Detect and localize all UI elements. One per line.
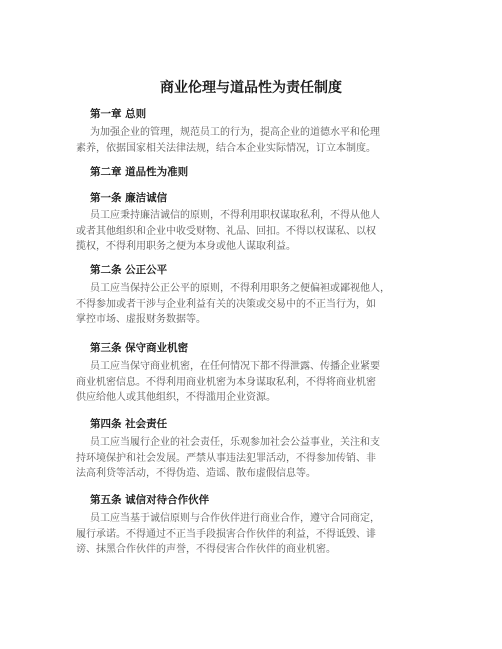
paragraph-line: 持环境保护和社会发展。严禁从事违法犯罪活动，不得参加传销、非 [76,452,376,464]
paragraph-line: 员工应秉持廉洁诚信的原则，不得利用职权谋取私利，不得从他人 [90,210,380,221]
paragraph-line: 员工应当基于诚信原则与合作伙伴进行商业合作，遵守合同商定， [90,513,380,524]
paragraph-line: 供应给他人或其他组织，不得滥用企业资源。 [76,392,276,403]
paragraph-line: 履行承诺。不得通过不正当手段损害合作伙伴的利益，不得诋毁、诽 [76,528,376,540]
chapter-heading-conduct: 第二章 道品性为准则 [90,166,189,178]
article-heading-social-responsibility: 第四条 社会责任 [90,418,168,430]
paragraph-integrity [76,208,380,255]
document-title: 商业伦理与道品性为责任制度 [160,80,342,96]
paragraph-line: 不得参加或者干涉与企业利益有关的决策或交易中的不正当行为，如 [76,298,376,310]
paragraph-line: 员工应当保持公正公平的原则，不得利用职务之便偏袒或鄙视他人， [90,283,390,294]
paragraph-fairness [76,281,390,328]
article-heading-fairness: 第二条 公正公平 [90,264,168,276]
paragraph-line: 法高利贷等活动，不得伪造、造谣、散布虚假信息等。 [76,468,316,479]
paragraph-line: 揽权，不得利用职务之便为本身或他人谋取利益。 [76,241,296,252]
paragraph-confidentiality [76,359,380,406]
paragraph-line: 员工应当保守商业机密，在任何情况下都不得泄露、传播企业紧要 [90,361,380,372]
paragraph-line: 员工应当履行企业的社会责任，乐观参加社会公益事业，关注和支 [90,437,380,448]
article-heading-partners: 第五条 诚信对待合作伙伴 [90,494,210,506]
paragraph-line: 掌控市场、虚报财务数据等。 [76,314,206,325]
paragraph-social-responsibility [76,435,380,482]
article-heading-integrity: 第一条 廉洁诚信 [90,192,168,204]
paragraph-line: 谤、抹黑合作伙伴的声誉，不得侵害合作伙伴的商业机密。 [76,544,336,555]
chapter-heading-general: 第一章 总则 [90,108,147,120]
paragraph-line: 或者其他组织和企业中收受财物、礼品、回扣。不得以权谋私、以权 [76,225,376,237]
paragraph-line: 商业机密信息。不得利用商业机密为本身谋取私利，不得将商业机密 [76,376,376,388]
paragraph-line: 为加强企业的管理，规范员工的行为，提高企业的道德水平和伦理 [90,127,380,138]
paragraph-line: 素养，依据国家相关法律法规，结合本企业实际情况，订立本制度。 [76,142,376,154]
paragraph-partners [76,511,380,558]
article-heading-confidentiality: 第三条 保守商业机密 [90,342,189,354]
paragraph-general [76,125,380,156]
